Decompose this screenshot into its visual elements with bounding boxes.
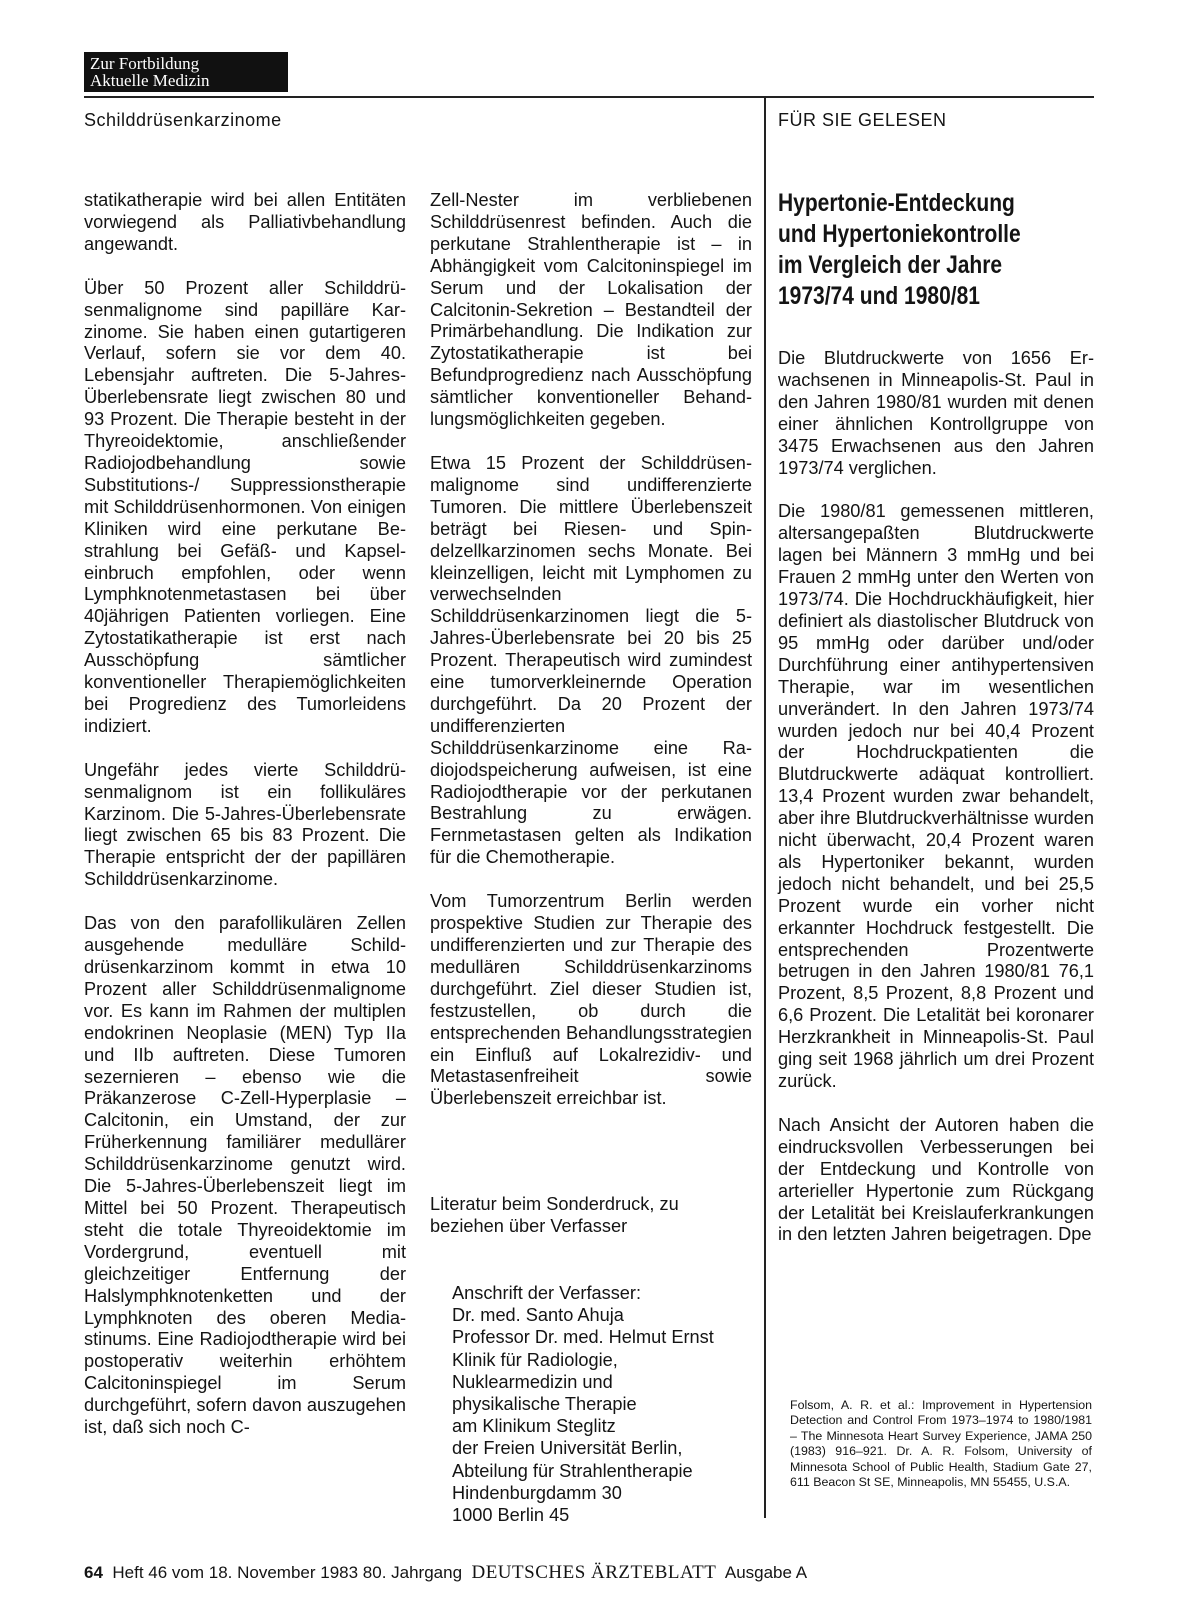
paragraph: Vom Tumorzentrum Berlin werden prospektive Studien zur Therapie des undifferenzierten und zur Therapie des medullären Schilddrüsenkarzinoms durchgeführt. Ziel dieser Studien ist, festzustellen, ob durch die entsprechenden Behandlungsstrategien ein Einfluß auf Lokalrezidiv- und Metastasenfreiheit sowie Überlebenszeit erreichbar ist. xyxy=(430,891,752,1109)
address-line: Dr. med. Santo Ahuja xyxy=(452,1305,624,1326)
paragraph: Etwa 15 Prozent der Schilddrüsenmalignome sind undifferenzierte Tumoren. Die mittlere Überlebenszeit beträgt bei Riesen- und Spindelzellkarzinomen sechs Monate. Bei kleinzelligen, leicht mit Lymphomen zu verwechselnden Schilddrüsenkarzinomen liegt die 5-Jahres-Überlebensrate bei 20 bis 25 Prozent. Therapeutisch wird zumindest eine tumorverkleinernde Operation durchgeführt. Da 20 Prozent der undifferenzierten Schilddrüsenkarzinome eine Radiojodspeicherung aufweisen, ist eine Radiojodtherapie vor der perkutanen Bestrahlung zu erwägen. Fernmetastasen gelten als Indikation für die Chemotherapie. xyxy=(430,452,752,868)
journal-name: DEUTSCHES ÄRZTEBLATT xyxy=(471,1562,717,1583)
article-column-1 xyxy=(84,190,406,1461)
paragraph: Über 50 Prozent aller Schilddrüsenmalignome sind papilläre Karzinome. Sie haben einen gutartigeren Verlauf, sofern sie vor dem 40. Lebensjahr auftreten. Die 5-Jahres-Überlebensrate liegt zwischen 80 und 93 Prozent. Die Therapie besteht in der Thyreoidektomie, anschließender Radiojodbehandlung sowie Substitutions-/ Suppressionstherapie mit Schilddrüsenhormonen. Von einigen Kliniken wird eine perkutane Bestrahlung bei Gefäß- und Kapseleinbruch empfohlen, oder wenn Lymphknotenmetastasen bei über 40jährigen Patienten vorliegen. Eine Zytostatikatherapie ist erst nach Ausschöpfung sämtlicher konventioneller Therapiemöglichkeiten bei Progredienz des Tumorleidens indiziert. xyxy=(84,277,406,736)
address-line: Hindenburgdamm 30 xyxy=(452,1482,622,1503)
author-address xyxy=(452,1282,762,1526)
literature-note: Literatur beim Sonderdruck, zu beziehen über Verfasser xyxy=(430,1194,679,1236)
address-line: Nuklearmedizin und xyxy=(452,1371,613,1392)
address-line: Anschrift der Verfasser: xyxy=(452,1283,642,1303)
article-column-3 xyxy=(778,348,1094,1268)
section-title-right: FÜR SIE GELESEN xyxy=(778,110,947,130)
paragraph: Das von den parafollikulären Zellen ausgehende medulläre Schilddrüsenkarzinom kommt in etwa 10 Prozent aller Schilddrüsenmalignome vor. Es kann im Rahmen der multiplen endokrinen Neoplasie (MEN) Typ IIa und IIb auftreten. Diese Tumoren sezernieren – ebenso wie die Präkanzerose C-Zell-Hyperplasie – Calcitonin, ein Umstand, der zur Früherkennung familiärer medullärer Schilddrüsenkarzinome genutzt wird. Die 5-Jahres-Überlebenszeit liegt im Mittel bei 50 Prozent. Therapeutisch steht die totale Thyreoidektomie im Vordergrund, eventuell mit gleichzeitiger Entfernung der Halslymphknotenketten und der Lymphknoten des oberen Mediastinums. Eine Radiojodtherapie wird bei postoperativ weiterhin erhöhtem Calcitoninspiegel im Serum durchgeführt, sofern davon auszugehen ist, daß sich noch C- xyxy=(84,913,406,1438)
section-title-left: Schilddrüsenkarzinome xyxy=(84,110,282,130)
paragraph: Die Blutdruckwerte von 1656 Erwachsenen in Minneapolis-St. Paul in den Jahren 1980/81 wurden mit denen einer ähnlichen Kontrollgruppe von 3475 Erwachsenen aus den Jahren 1973/74 verglichen. xyxy=(778,348,1094,478)
paragraph: Die 1980/81 gemessenen mittleren, altersangepaßten Blutdruckwerte lagen bei Männern 3 mmHg und bei Frauen 2 mmHg unter den Werten von 1973/74. Die Hochdruckhäufigkeit, hier definiert als diastolischer Blutdruck von 95 mmHg oder darüber und/oder Durchführung einer antihypertensiven Therapie, war im wesentlichen unverändert. In den Jahren 1973/74 wurden jedoch nur bei 40,4 Prozent der Hochdruckpatienten die Blutdruckwerte adäquat kontrolliert. 13,4 Prozent wurden zwar behandelt, aber ihre Blutdruckverhältnisse wurden nicht überwacht, 20,4 Prozent waren als Hypertoniker bekannt, wurden jedoch nicht behandelt, und bei 25,5 Prozent wurde ein vorher nicht erkannter Hochdruck festgestellt. Die entsprechenden Prozentwerte betrugen in den Jahren 1980/81 76,1 Prozent, 8,5 Prozent, 8,8 Prozent und 6,6 Prozent. Die Letalität bei koronarer Herzkrankheit in Minneapolis-St. Paul ging seit 1968 jährlich um drei Prozent zurück. xyxy=(778,501,1094,1091)
paragraph: Nach Ansicht der Autoren haben die eindrucksvollen Verbesserungen bei der Entdeckung und Kontrolle von arterieller Hypertonie zum Rückgang der Letalität bei Kreislauferkrankungen in den letzten Jahren beigetragen. Dpe xyxy=(778,1114,1094,1245)
article-headline xyxy=(778,188,1043,312)
paragraph: Zell-Nester im verbliebenen Schilddrüsenrest befinden. Auch die perkutane Strahlentherapie ist – in Abhängigkeit vom Calcitoninspiegel im Serum und der Lokalisation der Calcitonin-Sekretion – Bestandteil der Primärbehandlung. Die Indikation zur Zytostatikatherapie ist bei Befundprogredienz nach Ausschöpfung sämtlicher konventioneller Behandlungsmöglichkeiten gegeben. xyxy=(430,190,752,430)
address-line: am Klinikum Steglitz xyxy=(452,1416,616,1437)
badge-line-1: Zur Fortbildung xyxy=(90,54,200,73)
headline-line: 1973/74 und 1980/81 xyxy=(778,282,980,310)
paragraph: Ungefähr jedes vierte Schilddrüsenmalignom ist ein follikuläres Karzinom. Die 5-Jahres-Überlebensrate liegt zwischen 65 bis 83 Prozent. Die Therapie entspricht der der papillären Schilddrüsenkarzinome. xyxy=(84,759,406,890)
edition-info: Ausgabe A xyxy=(724,1563,808,1582)
address-line: Abteilung für Strahlentherapie xyxy=(452,1460,693,1481)
address-line: 1000 Berlin 45 xyxy=(452,1505,570,1526)
issue-info: Heft 46 vom 18. November 1983 80. Jahrgang xyxy=(112,1563,463,1582)
address-line: der Freien Universität Berlin, xyxy=(452,1438,683,1459)
address-line: physikalische Therapie xyxy=(452,1394,637,1415)
reference-citation: Folsom, A. R. et al.: Improvement in Hypertension Detection and Control From 1973–1974 to 1980/1981 – The Minnesota Heart Survey Experience, JAMA 250 (1983) 916–921. Dr. A. R. Folsom, University of Minnesota School of Public Health, Stadium Gate 27, 611 Beacon St SE, Minneapolis, MN 55455, U.S.A. xyxy=(790,1398,1092,1490)
article-column-2 xyxy=(430,190,752,1132)
page-footer xyxy=(84,1562,807,1584)
address-line: Professor Dr. med. Helmut Ernst xyxy=(452,1327,714,1348)
column-divider xyxy=(764,98,766,1518)
headline-line: im Vergleich der Jahre xyxy=(778,251,1003,279)
headline-line: Hypertonie-Entdeckung xyxy=(778,189,1015,217)
header-rule xyxy=(84,96,1094,98)
headline-line: und Hypertoniekontrolle xyxy=(778,220,1021,248)
paragraph: statikatherapie wird bei allen Entitäten vorwiegend als Palliativbehandlung angewandt. xyxy=(84,190,406,254)
badge-line-2: Aktuelle Medizin xyxy=(90,71,210,90)
section-badge xyxy=(84,52,288,92)
page-number: 64 xyxy=(84,1563,103,1582)
address-line: Klinik für Radiologie, xyxy=(452,1349,618,1370)
